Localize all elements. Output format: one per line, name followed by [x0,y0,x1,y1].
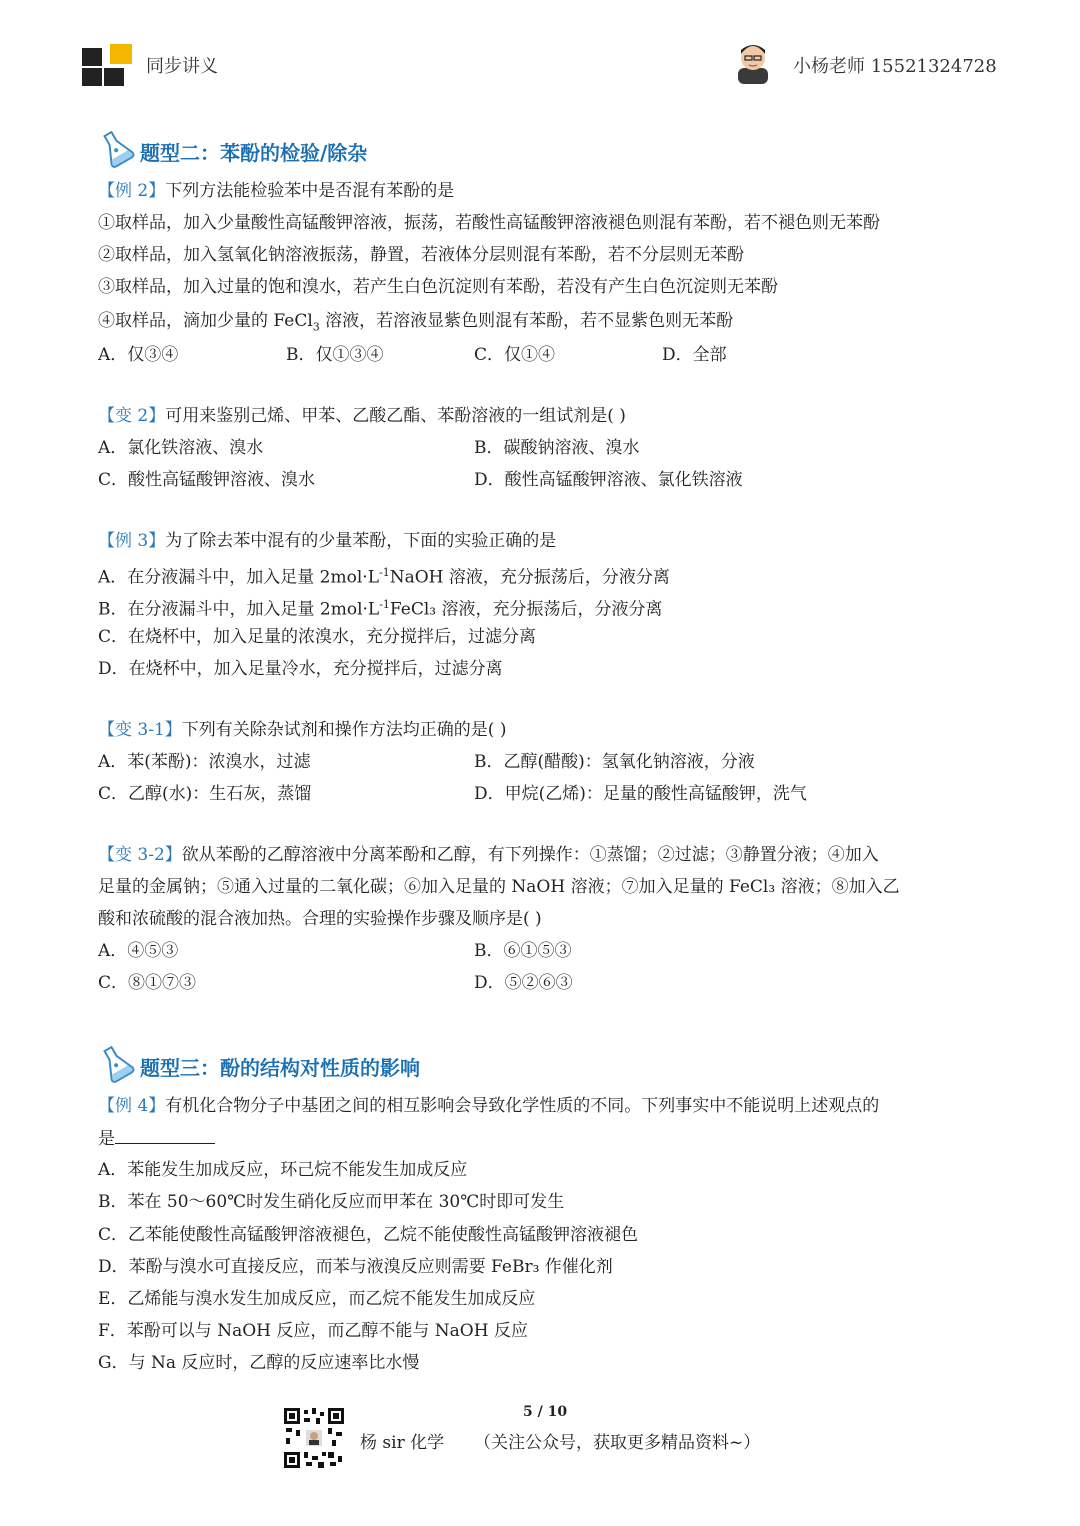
header-left-title: 同步讲义 [146,56,218,77]
example-3-option-b: B．在分液漏斗中，加入足量 $2mol\cdot L^{-1}FeCl_3$ 溶液，充分振荡后，分液分离 [98,598,663,620]
page-number: 5 / 10 [523,1404,568,1420]
variant-2-option-a: A．氯化铁溶液、溴水 [98,438,264,458]
example-3-option-c: C．在烧杯中，加入足量的浓溴水，充分搅拌后，过滤分离 [98,627,537,647]
example-4-option-g: G．与 Na 反应时，乙醇的反应速率比水慢 [98,1353,420,1373]
variant-3-1-option-b: B．乙醇(醋酸)：氢氧化钠溶液，分液 [474,752,755,772]
example-4-option-e: E．乙烯能与溴水发生加成反应，而乙烷不能发生加成反应 [98,1289,536,1309]
variant-3-2-option-a: A．④⑤③ [98,941,179,961]
section-title-3: 题型三：酚的结构对性质的影响 [140,1056,420,1080]
example-2-method-4: ④取样品，滴加少量的 FeCl$_3$ 溶液，若溶液显紫色则混有苯酚，若不显紫色则无苯酚 [98,311,734,334]
example-4-option-b: B．苯在 50～60℃时发生硝化反应而甲苯在 30℃时即可发生 [98,1192,565,1212]
variant-3-2-option-b: B．⑥①⑤③ [474,941,572,961]
footer-note: （关注公众号，获取更多精品资料~） [474,1433,761,1453]
header-right-title: 小杨老师 15521324728 [793,56,997,77]
variant-3-1-tag: 【变 3-1】 [98,720,182,740]
flask-icon [96,1043,136,1083]
qr-code[interactable] [282,1406,346,1470]
example-3-stem: 【例 3】为了除去苯中混有的少量苯酚，下面的实验正确的是 [98,531,557,551]
variant-3-2-stem-line-1: 【变 3-2】欲从苯酚的乙醇溶液中分离苯酚和乙醇，有下列操作：①蒸馏；②过滤；③静置分液；④加入 [98,845,879,865]
example-4-tag: 【例 4】 [98,1096,166,1116]
example-2-method-1: ①取样品，加入少量酸性高锰酸钾溶液，振荡，若酸性高锰酸钾溶液褪色则混有苯酚，若不褪色则无苯酚 [98,213,880,233]
variant-3-2-option-d: D．⑤②⑥③ [474,973,573,993]
example-3-option-a: A．在分液漏斗中，加入足量 $2mol\cdot L^{-1}NaOH$ 溶液，充分振荡后，分液分离 [98,566,670,588]
variant-3-2-stem-line-2: 足量的金属钠；⑤通入过量的二氧化碳；⑥加入足量的 NaOH 溶液；⑦加入足量的 FeCl₃ 溶液；⑧加入乙 [98,877,900,897]
variant-2-tag: 【变 2】 [98,406,166,426]
variant-3-1-option-c: C．乙醇(水)：生石灰，蒸馏 [98,784,312,804]
example-2-tag: 【例 2】 [98,181,166,201]
example-3-option-d: D．在烧杯中，加入足量冷水，充分搅拌后，过滤分离 [98,659,503,679]
flask-icon [96,128,136,168]
example-2-option-d: D．全部 [662,345,727,365]
footer-brand: 杨 sir 化学 [360,1433,445,1453]
example-2-method-2: ②取样品，加入氢氧化钠溶液振荡，静置，若液体分层则混有苯酚，若不分层则无苯酚 [98,245,744,265]
variant-3-1-option-a: A．苯(苯酚)：浓溴水，过滤 [98,752,311,772]
example-4-option-a: A．苯能发生加成反应，环己烷不能发生加成反应 [98,1160,468,1180]
example-2-stem: 【例 2】下列方法能检验苯中是否混有苯酚的是 [98,181,455,201]
variant-3-1-stem: 【变 3-1】下列有关除杂试剂和操作方法均正确的是( ) [98,720,507,740]
variant-2-option-b: B．碳酸钠溶液、溴水 [474,438,640,458]
variant-2-stem: 【变 2】可用来鉴别己烯、甲苯、乙酸乙酯、苯酚溶液的一组试剂是( ) [98,406,626,426]
teacher-avatar [732,38,774,84]
variant-3-1-option-d: D．甲烷(乙烯)：足量的酸性高锰酸钾，洗气 [474,784,807,804]
example-4-stem-line-1: 【例 4】有机化合物分子中基团之间的相互影响会导致化学性质的不同。下列事实中不能说明上述观点的 [98,1096,880,1116]
example-2-method-3: ③取样品，加入过量的饱和溴水，若产生白色沉淀则有苯酚，若没有产生白色沉淀则无苯酚 [98,277,778,297]
variant-3-2-option-c: C．⑧①⑦③ [98,973,197,993]
example-4-option-f: F．苯酚可以与 NaOH 反应，而乙醇不能与 NaOH 反应 [98,1321,528,1341]
example-4-stem-line-2: 是 [98,1127,215,1150]
variant-3-2-stem-line-3: 酸和浓硫酸的混合液加热。合理的实验操作步骤及顺序是( ) [98,909,542,929]
variant-2-option-d: D．酸性高锰酸钾溶液、氯化铁溶液 [474,470,743,490]
example-2-option-b: B．仅①③④ [286,345,384,365]
example-4-option-d: D．苯酚与溴水可直接反应，而苯与液溴反应则需要 FeBr₃ 作催化剂 [98,1257,613,1277]
example-4-option-c: C．乙苯能使酸性高锰酸钾溶液褪色，乙烷不能使酸性高锰酸钾溶液褪色 [98,1225,639,1245]
section-title-2: 题型二：苯酚的检验/除杂 [140,141,368,165]
example-3-tag: 【例 3】 [98,531,166,551]
example-2-option-a: A．仅③④ [98,345,179,365]
variant-3-2-tag: 【变 3-2】 [98,845,182,865]
variant-2-option-c: C．酸性高锰酸钾溶液、溴水 [98,470,316,490]
answer-blank [115,1127,215,1144]
example-2-option-c: C．仅①④ [474,345,556,365]
logo [80,42,136,88]
